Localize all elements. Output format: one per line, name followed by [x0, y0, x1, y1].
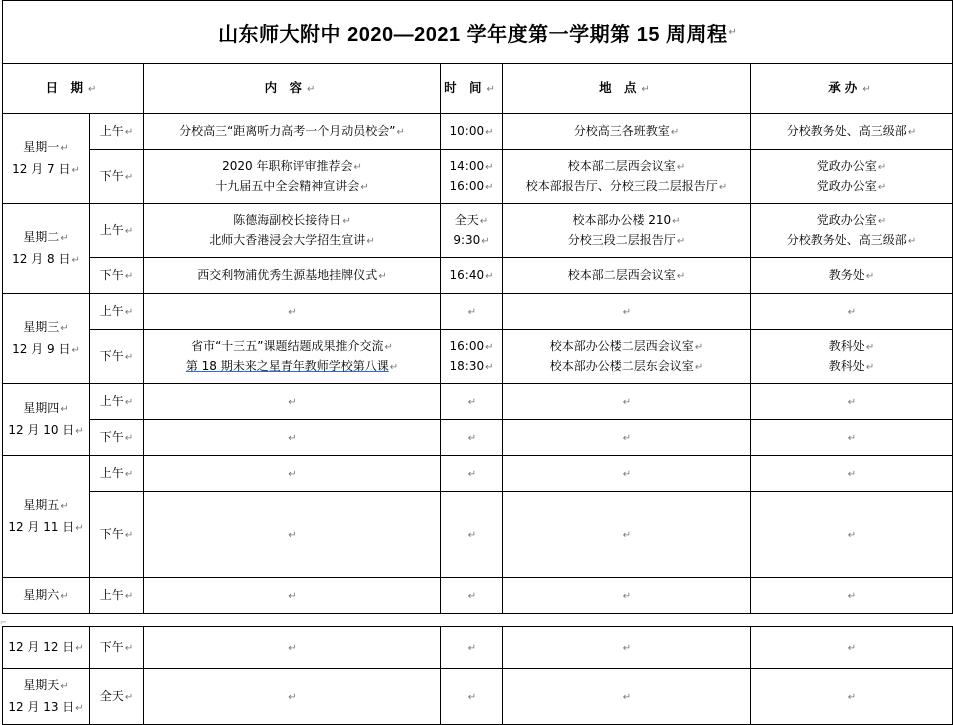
place-cell: 分校高三各班教室↵	[503, 114, 751, 150]
host-cell: ↵	[751, 294, 953, 330]
page-break	[2, 616, 952, 626]
place-cell: ↵	[503, 578, 751, 614]
paragraph-mark: ↵	[728, 27, 737, 38]
day-cell: 星期四↵ 12 月 10 日↵	[3, 384, 90, 456]
page-title: 山东师大附中 2020—2021 学年度第一学期第 15 周周程	[218, 24, 728, 46]
time-cell: 10:00↵	[441, 114, 503, 150]
place-cell: ↵	[503, 294, 751, 330]
time-cell: ↵	[441, 456, 503, 492]
content-cell: ↵	[144, 492, 441, 578]
half-cell: 上午↵	[90, 456, 144, 492]
place-cell: ↵	[503, 384, 751, 420]
half-cell: 下午↵	[90, 330, 144, 384]
host-cell: ↵	[751, 627, 953, 669]
host-cell: 党政办公室↵ 党政办公室↵	[751, 150, 953, 204]
half-cell: 上午↵	[90, 384, 144, 420]
time-cell: 14:00↵ 16:00↵	[441, 150, 503, 204]
day-cell: 星期二↵ 12 月 8 日↵	[3, 204, 90, 294]
host-cell: ↵	[751, 578, 953, 614]
table-row	[3, 258, 953, 294]
half-cell: 下午↵	[90, 492, 144, 578]
header-content: 内 容↵	[144, 64, 441, 114]
table-row	[3, 114, 953, 150]
content-cell: ↵	[144, 294, 441, 330]
header-time: 时 间↵	[441, 64, 503, 114]
table-row	[3, 492, 953, 578]
day-cell: 星期六↵	[3, 578, 90, 614]
table-row	[3, 456, 953, 492]
schedule-table	[2, 63, 953, 614]
half-cell: 上午↵	[90, 578, 144, 614]
day-cell: 星期天↵ 12 月 13 日↵	[3, 669, 90, 725]
place-cell: 校本部办公楼二层西会议室↵ 校本部办公楼二层东会议室↵	[503, 330, 751, 384]
table-row	[3, 150, 953, 204]
content-cell: ↵	[144, 456, 441, 492]
host-cell: ↵	[751, 492, 953, 578]
time-cell: ↵	[441, 420, 503, 456]
header-date: 日 期↵	[3, 64, 144, 114]
title-box	[2, 0, 953, 64]
table-row	[3, 330, 953, 384]
time-cell: 全天↵ 9:30↵	[441, 204, 503, 258]
host-cell: ↵	[751, 669, 953, 725]
table-row	[3, 204, 953, 258]
time-cell: 16:40↵	[441, 258, 503, 294]
content-cell: 陈德海副校长接待日↵ 北师大香港浸会大学招生宣讲↵	[144, 204, 441, 258]
place-cell: ↵	[503, 492, 751, 578]
content-cell: ↵	[144, 627, 441, 669]
schedule-table-continued	[2, 626, 953, 725]
place-cell: 校本部二层西会议室↵ 校本部报告厅、分校三段二层报告厅↵	[503, 150, 751, 204]
host-cell: ↵	[751, 384, 953, 420]
table-row	[3, 420, 953, 456]
host-cell: ↵	[751, 420, 953, 456]
place-cell: 校本部办公楼 210↵ 分校三段二层报告厅↵	[503, 204, 751, 258]
content-cell: ↵	[144, 420, 441, 456]
place-cell: ↵	[503, 456, 751, 492]
time-cell: ↵	[441, 384, 503, 420]
time-cell: ↵	[441, 294, 503, 330]
half-cell: 下午↵	[90, 150, 144, 204]
host-cell: 教务处↵	[751, 258, 953, 294]
host-cell: ↵	[751, 456, 953, 492]
content-cell: ↵	[144, 669, 441, 725]
table-row	[3, 384, 953, 420]
anchor-icon: ⌐	[0, 618, 7, 627]
place-cell: ↵	[503, 420, 751, 456]
host-cell: 党政办公室↵ 分校教务处、高三级部↵	[751, 204, 953, 258]
time-cell: ↵	[441, 492, 503, 578]
underlined-text: 第 18 期未来之星青年教师学校第八课	[185, 358, 389, 373]
header-host: 承办↵	[751, 64, 953, 114]
content-cell: ↵	[144, 384, 441, 420]
table-row	[3, 578, 953, 614]
time-cell: ↵	[441, 669, 503, 725]
content-cell: ↵	[144, 578, 441, 614]
half-cell: 上午↵	[90, 204, 144, 258]
place-cell: ↵	[503, 669, 751, 725]
place-cell: 校本部二层西会议室↵	[503, 258, 751, 294]
half-cell: 上午↵	[90, 114, 144, 150]
host-cell: 教科处↵ 教科处↵	[751, 330, 953, 384]
day-cell: 星期五↵ 12 月 11 日↵	[3, 456, 90, 578]
content-cell: 西交利物浦优秀生源基地挂牌仪式↵	[144, 258, 441, 294]
header-row	[3, 64, 953, 114]
place-cell: ↵	[503, 627, 751, 669]
content-cell: 分校高三“距离听力高考一个月动员校会”↵	[144, 114, 441, 150]
half-cell: 下午↵	[90, 420, 144, 456]
header-place: 地 点↵	[503, 64, 751, 114]
table-row	[3, 669, 953, 725]
half-cell: 下午↵	[90, 627, 144, 669]
time-cell: 16:00↵ 18:30↵	[441, 330, 503, 384]
time-cell: ↵	[441, 627, 503, 669]
content-cell: 2020 年职称评审推荐会↵ 十九届五中全会精神宣讲会↵	[144, 150, 441, 204]
half-cell: 下午↵	[90, 258, 144, 294]
half-cell: 全天↵	[90, 669, 144, 725]
half-cell: 上午↵	[90, 294, 144, 330]
table-row	[3, 627, 953, 669]
host-cell: 分校教务处、高三级部↵	[751, 114, 953, 150]
day-cell: 12 月 12 日↵	[3, 627, 90, 669]
content-cell: 省市“十三五”课题结题成果推介交流↵ 第 18 期未来之星青年教师学校第八课↵	[144, 330, 441, 384]
day-cell: 星期三↵ 12 月 9 日↵	[3, 294, 90, 384]
table-row	[3, 294, 953, 330]
time-cell: ↵	[441, 578, 503, 614]
day-cell: 星期一↵ 12 月 7 日↵	[3, 114, 90, 204]
